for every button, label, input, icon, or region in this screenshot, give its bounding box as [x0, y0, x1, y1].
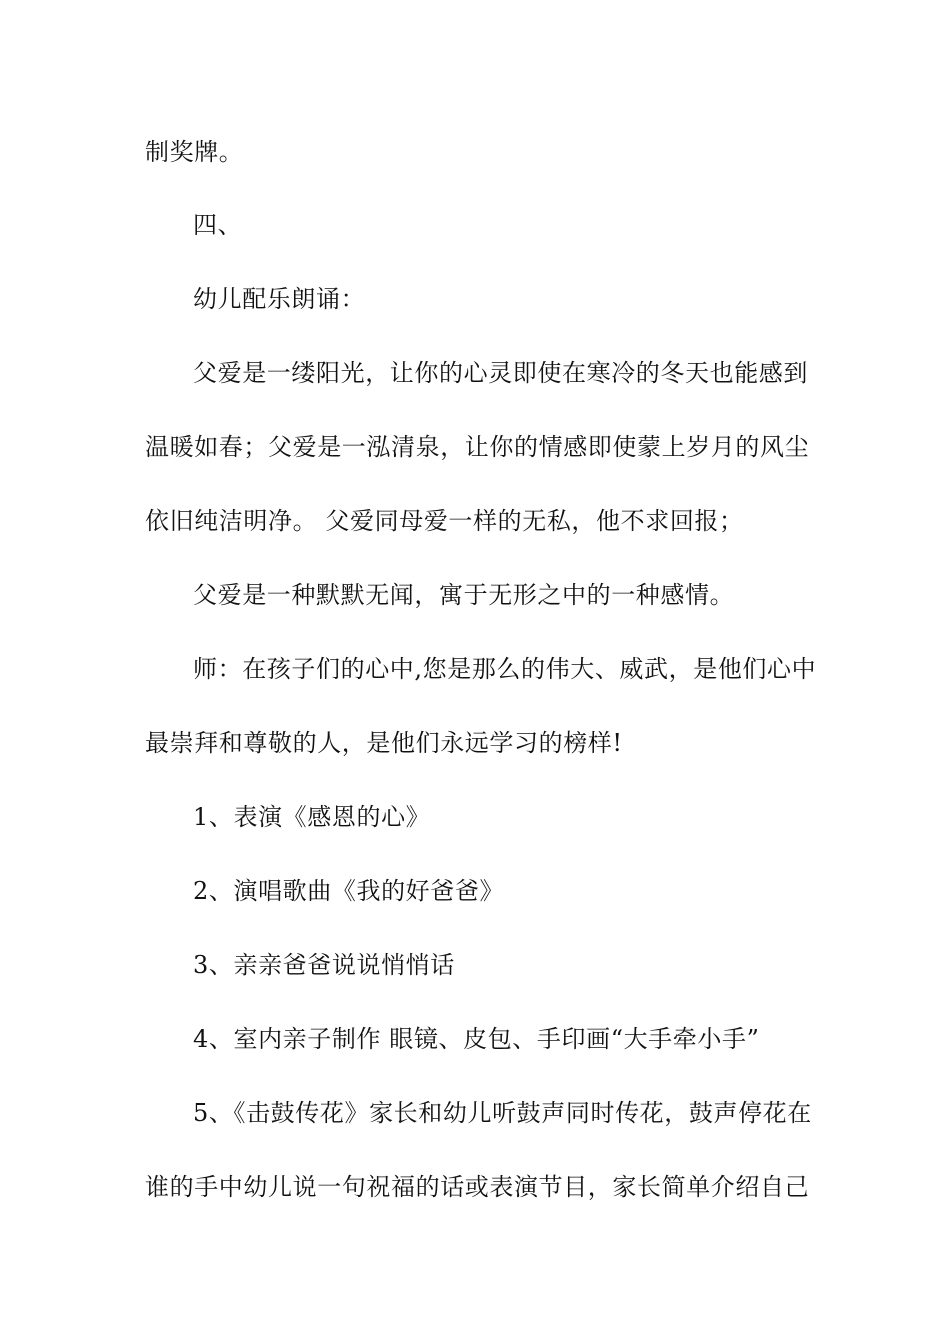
list-item: 5、《击鼓传花》家长和幼儿听鼓声同时传花，鼓声停花在	[193, 1099, 812, 1127]
text-line: 师：在孩子们的心中,您是那么的伟大、威武，是他们心中	[193, 655, 817, 683]
list-item: 3、亲亲爸爸说说悄悄话	[193, 951, 455, 979]
text-line: 最崇拜和尊敬的人，是他们永远学习的榜样!	[145, 729, 623, 757]
section-heading: 四、	[193, 211, 243, 239]
text-line: 父爱是一种默默无闻，寓于无形之中的一种感情。	[193, 581, 735, 609]
list-item: 2、演唱歌曲《我的好爸爸》	[193, 877, 505, 905]
list-item: 4、室内亲子制作 眼镜、皮包、手印画“大手牵小手”	[193, 1025, 760, 1053]
text-line: 谁的手中幼儿说一句祝福的话或表演节目，家长简单介绍自己	[145, 1173, 810, 1201]
list-item: 1、表演《感恩的心》	[193, 803, 431, 831]
text-line: 父爱是一缕阳光，让你的心灵即使在寒冷的冬天也能感到	[193, 359, 808, 387]
text-line: 温暖如春；父爱是一泓清泉，让你的情感即使蒙上岁月的风尘	[145, 433, 810, 461]
text-line: 制奖牌。	[145, 138, 244, 166]
subheading: 幼儿配乐朗诵：	[193, 285, 366, 313]
text-line: 依旧纯洁明净。 父爱同母爱一样的无私，他不求回报；	[145, 507, 744, 535]
